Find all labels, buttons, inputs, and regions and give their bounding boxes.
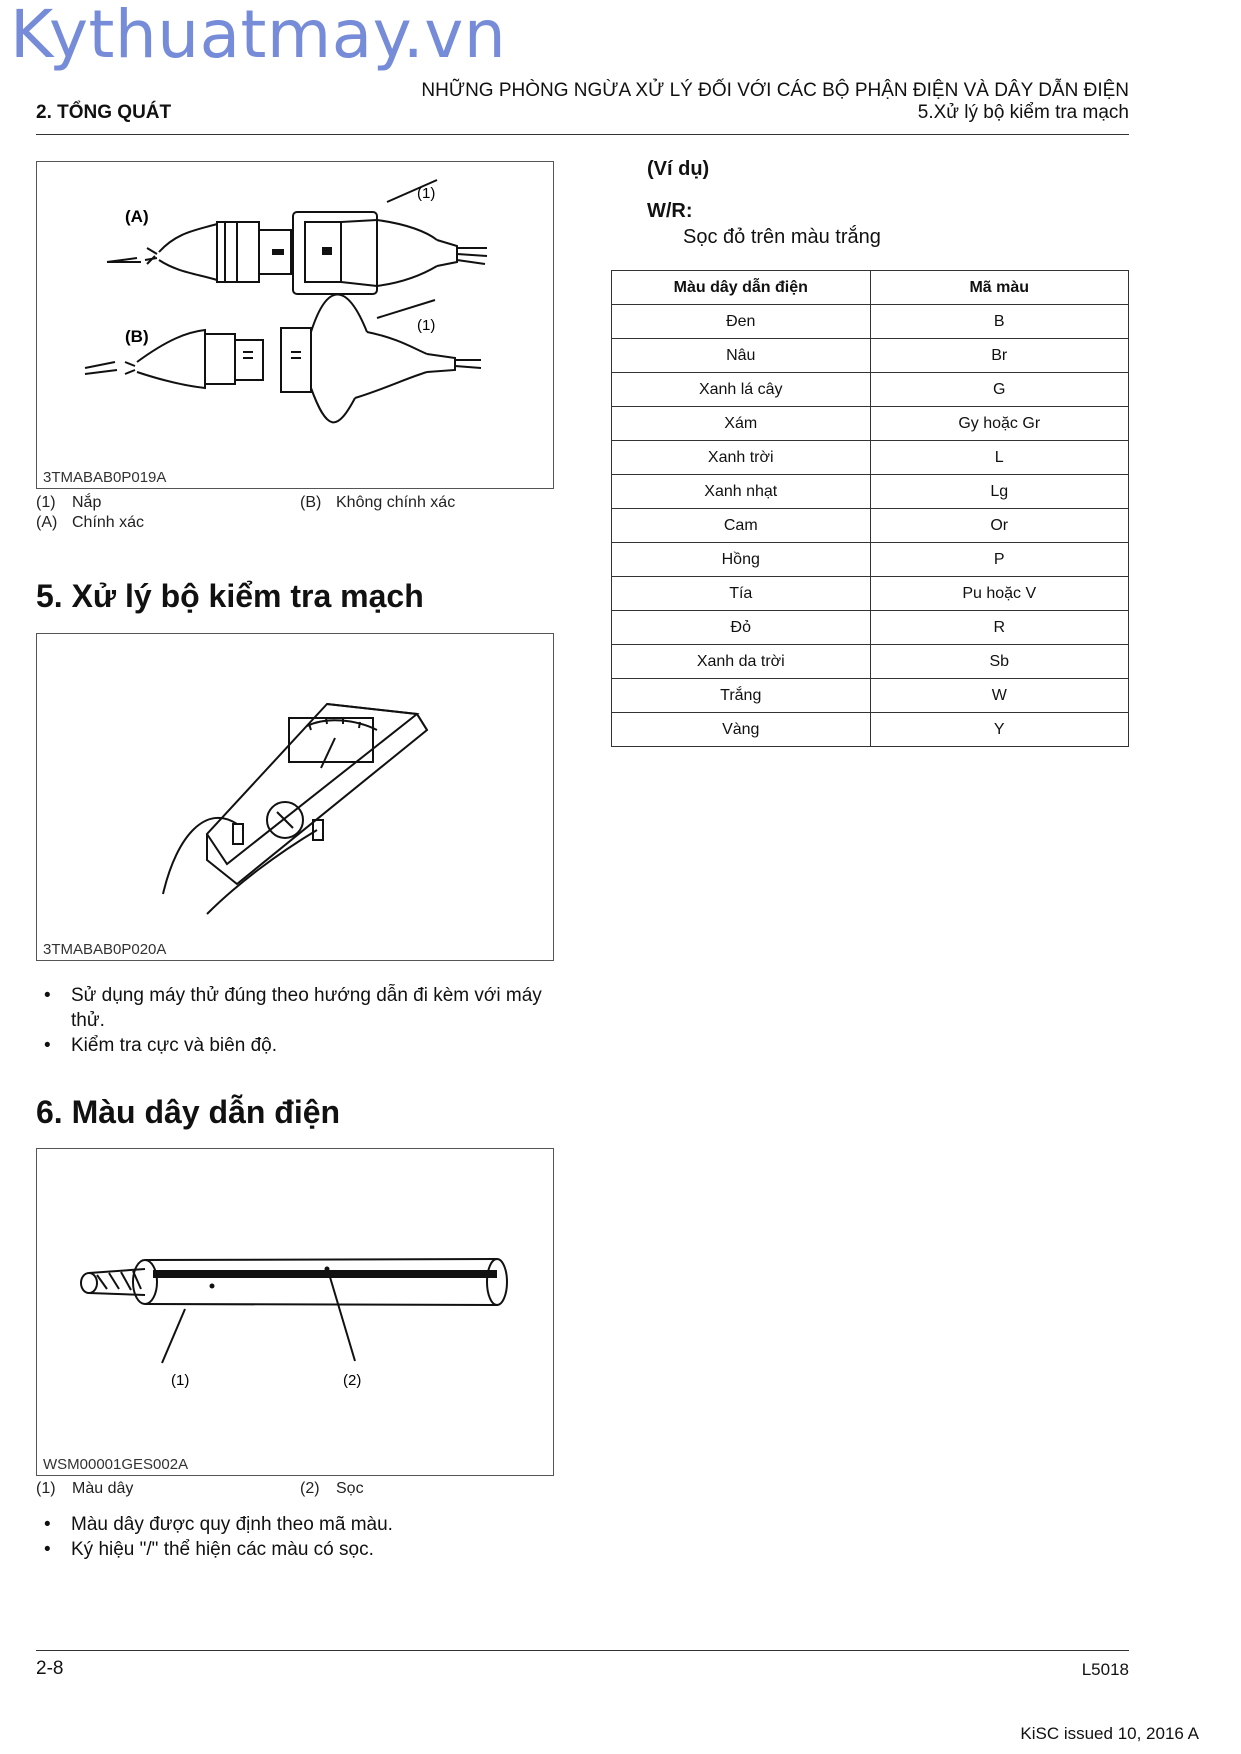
cell-code: L bbox=[870, 441, 1129, 475]
figure-wire bbox=[36, 1148, 554, 1476]
caption-item bbox=[300, 494, 455, 512]
bullet-item: • Ký hiệu "/" thể hiện các màu có sọc. bbox=[36, 1537, 596, 1562]
bullet-item: • Kiểm tra cực và biên độ. bbox=[36, 1033, 556, 1058]
wire-color-table bbox=[611, 270, 1129, 747]
caption-num: (2) bbox=[300, 1480, 320, 1497]
cell-code: R bbox=[870, 611, 1129, 645]
table-row bbox=[612, 339, 1129, 373]
table-row bbox=[612, 373, 1129, 407]
caption-num: (B) bbox=[300, 494, 322, 511]
table-row bbox=[612, 713, 1129, 747]
example-description: Sọc đỏ trên màu trắng bbox=[683, 226, 881, 248]
cell-color: Trắng bbox=[612, 679, 871, 713]
figure-code: 3TMABAB0P019A bbox=[43, 469, 167, 486]
section-6-title: 6. Màu dây dẫn điện bbox=[36, 1094, 341, 1130]
label-b: (B) bbox=[125, 327, 149, 346]
caption-num: (1) bbox=[36, 494, 56, 511]
tester-illustration bbox=[37, 634, 553, 960]
label-1: (1) bbox=[171, 1372, 190, 1389]
cell-color: Đỏ bbox=[612, 611, 871, 645]
figure-code: WSM00001GES002A bbox=[43, 1456, 189, 1473]
caption-item bbox=[36, 494, 101, 512]
header-title-line1: NHỮNG PHÒNG NGỪA XỬ LÝ ĐỐI VỚI CÁC BỘ PHẬN ĐIỆN VÀ DÂY DẪN ĐIỆN bbox=[421, 80, 1129, 101]
cell-color: Vàng bbox=[612, 713, 871, 747]
cell-code: Gy hoặc Gr bbox=[870, 407, 1129, 441]
table-header-row bbox=[612, 271, 1129, 305]
cell-code: Br bbox=[870, 339, 1129, 373]
label-2: (2) bbox=[343, 1372, 362, 1389]
cell-code: Lg bbox=[870, 475, 1129, 509]
example-title: (Ví dụ) bbox=[647, 158, 710, 180]
table-row bbox=[612, 611, 1129, 645]
label-1-a: (1) bbox=[417, 185, 436, 202]
caption-text: Không chính xác bbox=[336, 494, 456, 511]
header-title-line2: 5.Xử lý bộ kiểm tra mạch bbox=[917, 102, 1129, 123]
example-code: W/R: bbox=[647, 200, 693, 222]
caption-item bbox=[300, 1480, 364, 1498]
page-header-title bbox=[421, 80, 1129, 124]
wire-illustration bbox=[37, 1149, 553, 1475]
column-header: Màu dây dẫn điện bbox=[612, 271, 871, 305]
cell-color: Xanh da trời bbox=[612, 645, 871, 679]
cell-code: Y bbox=[870, 713, 1129, 747]
table-row bbox=[612, 407, 1129, 441]
section-5-title: 5. Xử lý bộ kiểm tra mạch bbox=[36, 578, 424, 614]
bullet-item: • Sử dụng máy thử đúng theo hướng dẫn đi kèm với máy thử. bbox=[36, 983, 556, 1033]
caption-text: Nắp bbox=[72, 494, 102, 511]
label-1-b: (1) bbox=[417, 317, 436, 334]
table-row bbox=[612, 475, 1129, 509]
footer-divider bbox=[36, 1650, 1129, 1651]
issued-label: KiSC issued 10, 2016 A bbox=[1020, 1724, 1199, 1743]
cell-color: Xanh trời bbox=[612, 441, 871, 475]
column-header: Mã màu bbox=[870, 271, 1129, 305]
cell-color: Đen bbox=[612, 305, 871, 339]
section-5-bullets bbox=[36, 983, 556, 1058]
cell-code: G bbox=[870, 373, 1129, 407]
caption-item bbox=[36, 514, 144, 532]
table-row bbox=[612, 543, 1129, 577]
bullet-item: • Màu dây được quy định theo mã màu. bbox=[36, 1512, 596, 1537]
cell-code: B bbox=[870, 305, 1129, 339]
caption-text: Sọc bbox=[336, 1480, 364, 1497]
table-row bbox=[612, 679, 1129, 713]
cell-color: Xanh lá cây bbox=[612, 373, 871, 407]
cell-code: Pu hoặc V bbox=[870, 577, 1129, 611]
table-row bbox=[612, 305, 1129, 339]
caption-item bbox=[36, 1480, 133, 1498]
section-6-bullets bbox=[36, 1512, 596, 1562]
cell-color: Tía bbox=[612, 577, 871, 611]
cell-code: P bbox=[870, 543, 1129, 577]
cell-color: Cam bbox=[612, 509, 871, 543]
cell-color: Hồng bbox=[612, 543, 871, 577]
table-row bbox=[612, 441, 1129, 475]
page-number: 2-8 bbox=[36, 1658, 64, 1679]
figure-code: 3TMABAB0P020A bbox=[43, 941, 167, 958]
document-code: L5018 bbox=[1081, 1660, 1129, 1679]
watermark-logo: Kythuatmay.vn bbox=[10, 0, 507, 73]
cell-code: Sb bbox=[870, 645, 1129, 679]
connector-illustration bbox=[37, 162, 553, 488]
figure-tester bbox=[36, 633, 554, 961]
caption-text: Chính xác bbox=[72, 514, 145, 531]
caption-num: (1) bbox=[36, 1480, 56, 1497]
table-row bbox=[612, 509, 1129, 543]
caption-num: (A) bbox=[36, 514, 58, 531]
cell-color: Nâu bbox=[612, 339, 871, 373]
cell-color: Xanh nhạt bbox=[612, 475, 871, 509]
cell-code: Or bbox=[870, 509, 1129, 543]
table-row bbox=[612, 577, 1129, 611]
label-a: (A) bbox=[125, 207, 149, 226]
figure-connector bbox=[36, 161, 554, 489]
header-divider bbox=[36, 134, 1129, 135]
cell-color: Xám bbox=[612, 407, 871, 441]
table-row bbox=[612, 645, 1129, 679]
caption-text: Màu dây bbox=[72, 1480, 134, 1497]
section-label: 2. TỔNG QUÁT bbox=[36, 102, 172, 123]
cell-code: W bbox=[870, 679, 1129, 713]
